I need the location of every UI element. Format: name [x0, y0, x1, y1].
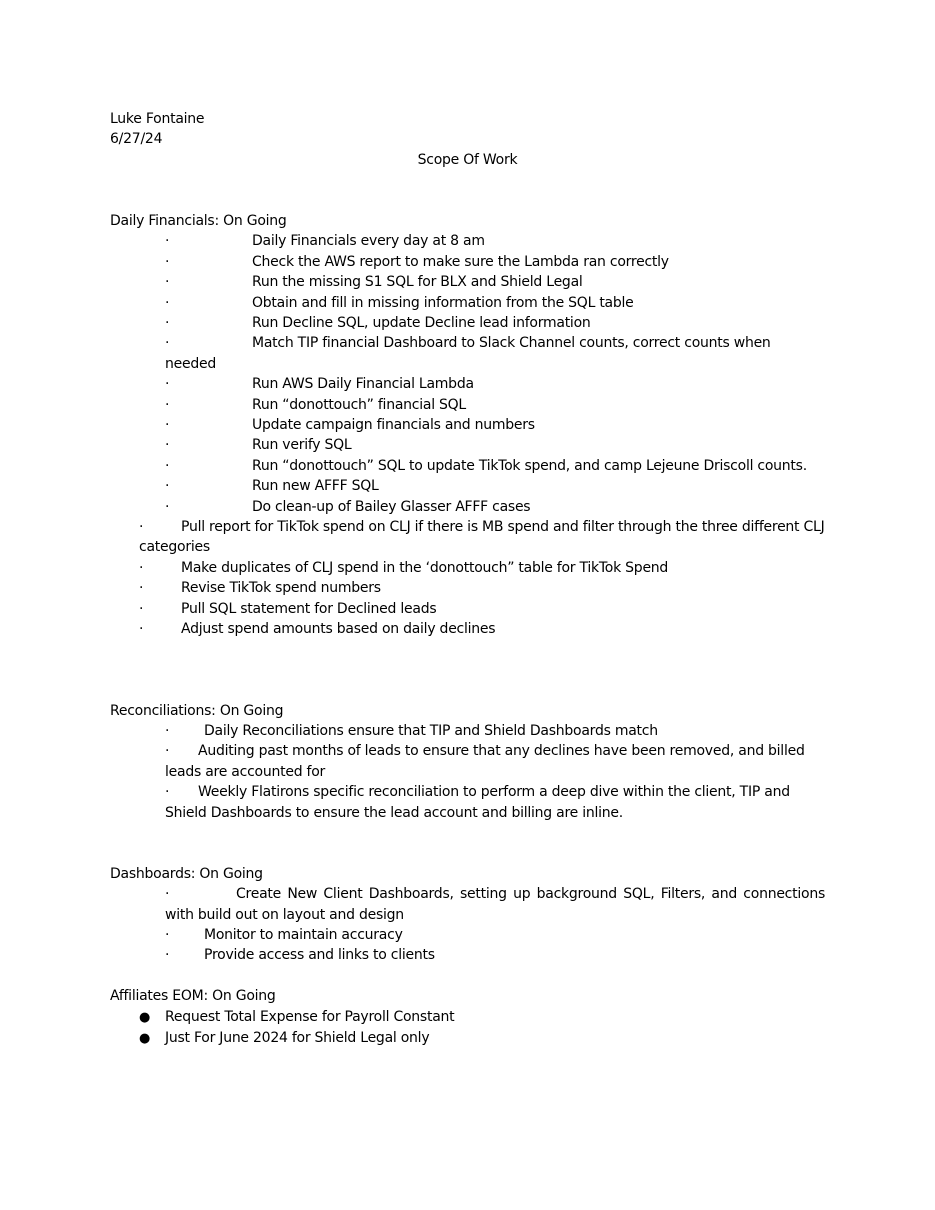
list-item	[165, 333, 825, 374]
list-item-text: Auditing past months of leads to ensure that any declines have been removed, and billed leads are accounted for	[165, 743, 805, 780]
list-item-text: Run new AFFF SQL	[252, 478, 379, 495]
list-item-text: Match TIP financial Dashboard to Slack Channel counts, correct counts when needed	[165, 335, 771, 372]
bullet-dot-icon: ·	[165, 723, 170, 740]
bullet-dot-icon: ·	[165, 396, 170, 413]
list-item-text: Make duplicates of CLJ spend in the ‘donottouch” table for TikTok Spend	[181, 559, 669, 576]
document-title: Scope Of Work	[417, 151, 518, 168]
list-item-text: Request Total Expense for Payroll Constant	[165, 1008, 455, 1025]
reconciliations-list	[110, 721, 825, 823]
list-item	[165, 925, 825, 945]
bullet-dot-icon: ·	[139, 600, 144, 617]
bullet-dot-icon: ·	[139, 559, 144, 576]
section-heading-dashboards: Dashboards: On Going	[110, 865, 263, 882]
list-item-text: Daily Financials every day at 8 am	[252, 233, 485, 250]
affiliates-eom-list	[110, 1007, 825, 1050]
bullet-dot-icon: ·	[165, 478, 170, 495]
list-item-text: Revise TikTok spend numbers	[181, 580, 381, 597]
list-item	[165, 231, 825, 251]
bullet-dot-icon: ·	[139, 621, 144, 638]
list-item-text: Check the AWS report to make sure the Lambda ran correctly	[252, 253, 669, 270]
list-item-text: Do clean-up of Bailey Glasser AFFF cases	[252, 498, 531, 515]
list-item-text: Adjust spend amounts based on daily declines	[181, 621, 496, 638]
author-name: Luke Fontaine	[110, 111, 205, 127]
list-item-text: Pull report for TikTok spend on CLJ if there is MB spend and filter through the three different CLJ categories	[139, 519, 825, 556]
bullet-dot-icon: ·	[165, 274, 170, 291]
list-item	[165, 741, 825, 782]
list-item-text: Provide access and links to clients	[204, 947, 435, 964]
document-page	[110, 109, 825, 1049]
bullet-dot-icon: ·	[165, 294, 170, 311]
list-item-text: Run AWS Daily Financial Lambda	[252, 376, 474, 393]
daily-financials-list	[110, 231, 825, 517]
list-item	[139, 1007, 825, 1028]
bullet-dot-icon: ·	[165, 314, 170, 331]
list-item	[165, 415, 825, 435]
bullet-dot-icon: ·	[165, 376, 170, 393]
bullet-dot-icon: ·	[165, 457, 170, 474]
list-item-text: Run the missing S1 SQL for BLX and Shield Legal	[252, 274, 583, 291]
daily-financials-list-2	[110, 517, 825, 639]
section-heading-daily-financials: Daily Financials: On Going	[110, 212, 287, 229]
list-item-text: Run Decline SQL, update Decline lead information	[252, 314, 591, 331]
bullet-dot-icon: ·	[139, 580, 144, 597]
list-item	[165, 782, 825, 823]
bullet-dot-icon: ·	[165, 417, 170, 433]
bullet-disc-icon: ●	[139, 1031, 151, 1047]
list-item	[139, 1028, 825, 1049]
bullet-dot-icon: ·	[165, 437, 170, 454]
list-item-text: Create New Client Dashboards, setting up background SQL, Filters, and connections with build out on layout and design	[165, 886, 825, 923]
list-item-text: Run “donottouch” financial SQL	[252, 396, 466, 413]
bullet-dot-icon: ·	[165, 784, 170, 801]
document-date: 6/27/24	[110, 131, 163, 148]
list-item	[139, 517, 825, 558]
list-item-text: Obtain and fill in missing information from the SQL table	[252, 294, 634, 311]
list-item	[165, 456, 825, 476]
bullet-dot-icon: ·	[139, 519, 144, 536]
list-item	[139, 578, 825, 598]
list-item	[165, 476, 825, 496]
list-item	[139, 599, 825, 619]
list-item-text: Update campaign financials and numbers	[252, 417, 535, 433]
section-heading-reconciliations: Reconciliations: On Going	[110, 702, 284, 719]
list-item	[165, 313, 825, 333]
bullet-dot-icon: ·	[165, 335, 170, 352]
list-item	[165, 435, 825, 455]
list-item	[165, 293, 825, 313]
list-item	[165, 272, 825, 292]
list-item	[165, 374, 825, 394]
bullet-dot-icon: ·	[165, 253, 170, 270]
bullet-dot-icon: ·	[165, 498, 170, 515]
bullet-dot-icon: ·	[165, 743, 170, 760]
list-item	[165, 721, 825, 741]
bullet-dot-icon: ·	[165, 886, 170, 903]
list-item-text: Weekly Flatirons specific reconciliation to perform a deep dive within the client, TIP and Shield Dashboards to ensure the lead account and billing are inline.	[165, 784, 790, 821]
bullet-disc-icon: ●	[139, 1009, 151, 1025]
list-item-text: Daily Reconciliations ensure that TIP and Shield Dashboards match	[204, 723, 658, 740]
bullet-dot-icon: ·	[165, 927, 170, 944]
list-item	[165, 884, 825, 925]
list-item-text: Pull SQL statement for Declined leads	[181, 600, 437, 617]
list-item	[165, 252, 825, 272]
bullet-dot-icon: ·	[165, 947, 170, 964]
bullet-dot-icon: ·	[165, 233, 170, 250]
section-heading-affiliates-eom: Affiliates EOM: On Going	[110, 988, 276, 1005]
list-item	[165, 945, 825, 965]
list-item	[139, 619, 825, 639]
list-item	[165, 497, 825, 517]
list-item-text: Run verify SQL	[252, 437, 352, 454]
list-item	[139, 558, 825, 578]
list-item-text: Just For June 2024 for Shield Legal only	[165, 1030, 430, 1047]
list-item	[165, 395, 825, 415]
dashboards-list	[110, 884, 825, 966]
list-item-text: Run “donottouch” SQL to update TikTok spend, and camp Lejeune Driscoll counts.	[252, 457, 807, 474]
list-item-text: Monitor to maintain accuracy	[204, 927, 403, 944]
